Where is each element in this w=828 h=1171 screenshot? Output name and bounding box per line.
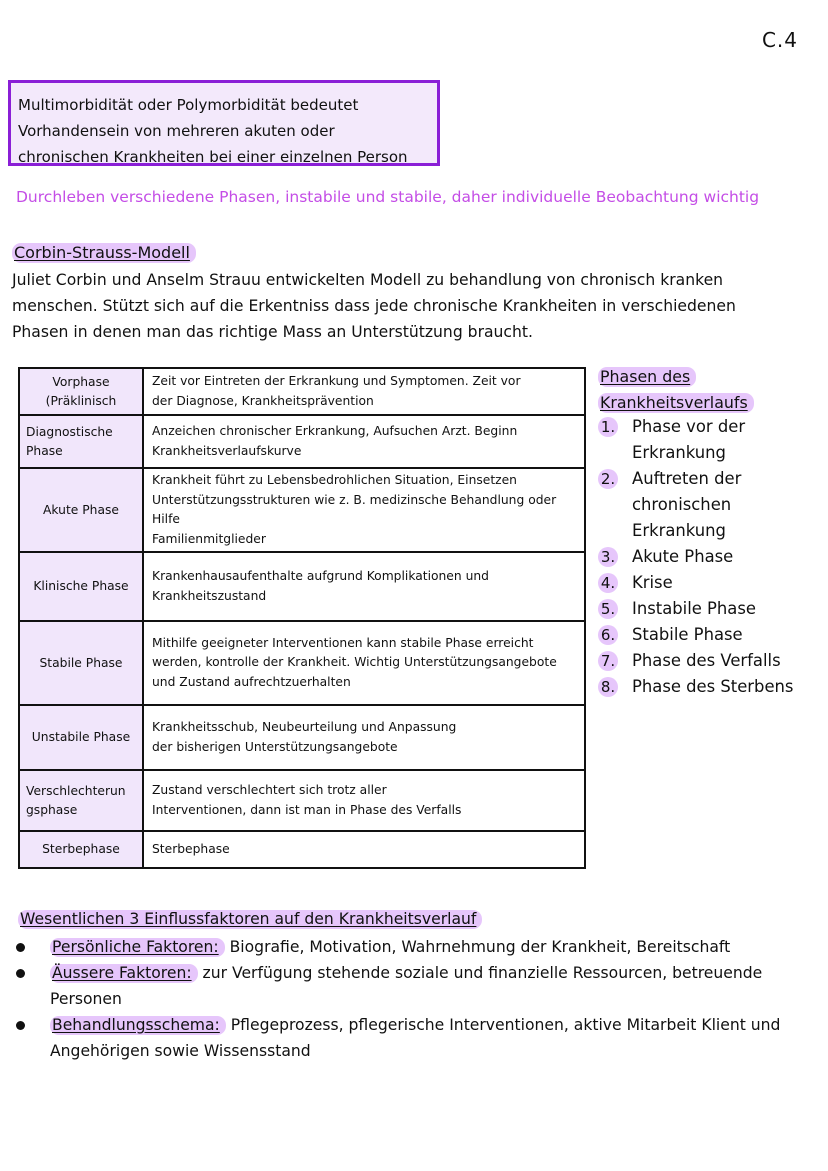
factor-text: Angehörigen sowie Wissensstand: [50, 1042, 311, 1060]
phase-desc: Unterstützungsstrukturen wie z. B. medizinsche Behandlung oder Hilfe: [152, 492, 557, 526]
list-number: 6.: [598, 625, 618, 645]
corbin-strauss-title: Corbin-Strauss-Modell: [12, 243, 196, 263]
factor-term: Persönliche Faktoren:: [50, 938, 225, 957]
list-item: [598, 648, 793, 674]
phase-desc: Krankheitsschub, Neubeurteilung und Anpassung: [152, 720, 457, 734]
phase-desc: werden, kontrolle der Krankheit. Wichtig Unterstützungsangebote: [152, 655, 557, 670]
factor-item: [14, 934, 814, 960]
phase-label-cell: [19, 770, 143, 831]
factor-text: Pflegeprozess, pflegerische Interventionen, aktive Mitarbeit Klient und: [225, 1016, 781, 1034]
phase-desc: Krankheitsverlaufskurve: [152, 443, 302, 458]
definition-box: [8, 80, 440, 166]
phase-label: Akute Phase: [43, 502, 119, 517]
side-title-line: Phasen des: [598, 367, 696, 387]
list-text: Auftreten der: [632, 469, 742, 488]
corbin-strauss-text: [12, 267, 812, 345]
list-number: 8.: [598, 677, 618, 697]
list-text: Stabile Phase: [632, 625, 743, 644]
factor-item: [14, 1012, 814, 1064]
phase-label-cell: [19, 621, 143, 705]
table-row: [19, 705, 585, 770]
list-item: [598, 596, 793, 622]
phase-desc: Mithilfe geeigneter Interventionen kann stabile Phase erreicht: [152, 635, 534, 650]
bullet-icon: [16, 943, 25, 952]
list-number: 1.: [598, 417, 618, 437]
phase-desc-cell: [143, 368, 585, 415]
phase-label: gsphase: [26, 802, 78, 817]
side-heading: [598, 364, 754, 416]
phase-desc: Anzeichen chronischer Erkrankung, Aufsuchen Arzt. Beginn: [152, 424, 518, 438]
list-number: 5.: [598, 599, 618, 619]
list-text: chronischen: [632, 495, 732, 514]
list-number: 3.: [598, 547, 618, 567]
list-text: Erkrankung: [632, 443, 726, 462]
list-item: [598, 414, 793, 466]
phase-desc: Interventionen, dann ist man in Phase des Verfalls: [152, 802, 462, 817]
table-row: [19, 831, 585, 868]
list-text: Phase des Sterbens: [632, 677, 794, 696]
phase-desc: Krankenhausaufenthalte aufgrund Komplikationen und: [152, 569, 489, 583]
list-item: [598, 674, 793, 700]
factors-list: [14, 934, 814, 1064]
list-text: Krise: [632, 573, 673, 592]
phase-desc-cell: [143, 705, 585, 770]
factor-term: Behandlungsschema:: [50, 1016, 226, 1035]
phase-label-cell: [19, 705, 143, 770]
phase-label: Vorphase: [52, 374, 110, 389]
table-row: [19, 621, 585, 705]
factors-heading: [18, 910, 482, 928]
factor-item: [14, 960, 814, 1012]
phase-label-cell: [19, 552, 143, 621]
phase-label-cell: [19, 415, 143, 468]
phase-label: (Präklinisch: [45, 393, 117, 408]
phase-label: Klinische Phase: [33, 579, 129, 593]
factor-text: zur Verfügung stehende soziale und finanzielle Ressourcen, betreuende: [197, 964, 763, 982]
phase-label: Diagnostische: [26, 424, 113, 439]
phase-table: [18, 367, 586, 869]
phase-desc: und Zustand aufrechtzuerhalten: [152, 674, 351, 689]
list-number: 7.: [598, 651, 618, 671]
corbin-line: menschen. Stützt sich auf die Erkentniss dass jede chronische Krankheiten in verschiedenen: [12, 297, 736, 315]
corbin-line: Phasen in denen man das richtige Mass an Unterstützung braucht.: [12, 323, 533, 341]
side-title-line: Krankheitsverlaufs: [598, 393, 754, 413]
factor-term: Äussere Faktoren:: [50, 964, 198, 983]
phase-label-cell: [19, 468, 143, 552]
phase-desc: Krankheitszustand: [152, 588, 267, 603]
list-text: Phase vor der: [632, 417, 746, 436]
list-item: [598, 544, 793, 570]
bullet-icon: [16, 969, 25, 978]
table-row: [19, 468, 585, 552]
phase-desc: Zustand verschlechtert sich trotz aller: [152, 783, 387, 797]
list-text: Akute Phase: [632, 547, 734, 566]
definition-line: Multimorbidität oder Polymorbidität bedeutet: [18, 96, 359, 114]
list-item: [598, 466, 793, 544]
phase-label: Phase: [26, 443, 63, 458]
list-text: Phase des Verfalls: [632, 651, 781, 670]
table-row: [19, 770, 585, 831]
bullet-icon: [16, 1021, 25, 1030]
definition-line: chronischen Krankheiten bei einer einzelnen Person: [18, 148, 408, 166]
table-row: [19, 415, 585, 468]
phase-label-cell: [19, 831, 143, 868]
factors-title: Wesentlichen 3 Einflussfaktoren auf den Krankheitsverlauf: [18, 910, 482, 929]
table-row: [19, 552, 585, 621]
phase-desc-cell: [143, 468, 585, 552]
table-row: [19, 368, 585, 415]
list-text: Instabile Phase: [632, 599, 756, 618]
phase-label-cell: [19, 368, 143, 415]
phase-desc: Krankheit führt zu Lebensbedrohlichen Situation, Einsetzen: [152, 473, 517, 487]
phase-desc-cell: [143, 621, 585, 705]
corbin-line: Juliet Corbin und Anselm Strauu entwickelten Modell zu behandlung von chronisch kranken: [12, 271, 724, 289]
phase-list: [598, 414, 793, 700]
phase-note: Durchleben verschiedene Phasen, instabile und stabile, daher individuelle Beobachtung wichtig: [16, 188, 760, 206]
phase-desc: Familienmitglieder: [152, 531, 266, 546]
list-item: [598, 622, 793, 648]
list-number: 2.: [598, 469, 618, 489]
factor-text: Biografie, Motivation, Wahrnehmung der Krankheit, Bereitschaft: [224, 938, 731, 956]
phase-desc: der bisherigen Unterstützungsangebote: [152, 739, 398, 754]
phase-desc: der Diagnose, Krankheitsprävention: [152, 393, 374, 408]
phase-desc: Zeit vor Eintreten der Erkrankung und Symptomen. Zeit vor: [152, 374, 521, 388]
phase-desc-cell: [143, 415, 585, 468]
phase-desc-cell: [143, 552, 585, 621]
phase-label: Unstabile Phase: [31, 730, 131, 744]
list-item: [598, 570, 793, 596]
page-code: C.4: [761, 28, 798, 52]
list-number: 4.: [598, 573, 618, 593]
phase-label: Sterbephase: [42, 842, 120, 856]
factor-text: Personen: [50, 990, 122, 1008]
phase-label: Stabile Phase: [39, 655, 123, 670]
phase-desc: Sterbephase: [152, 841, 230, 856]
list-text: Erkrankung: [632, 521, 726, 540]
phase-label: Verschlechterun: [26, 783, 126, 798]
definition-line: Vorhandensein von mehreren akuten oder: [18, 122, 335, 140]
corbin-strauss-heading: [12, 243, 196, 262]
phase-desc-cell: [143, 831, 585, 868]
phase-desc-cell: [143, 770, 585, 831]
